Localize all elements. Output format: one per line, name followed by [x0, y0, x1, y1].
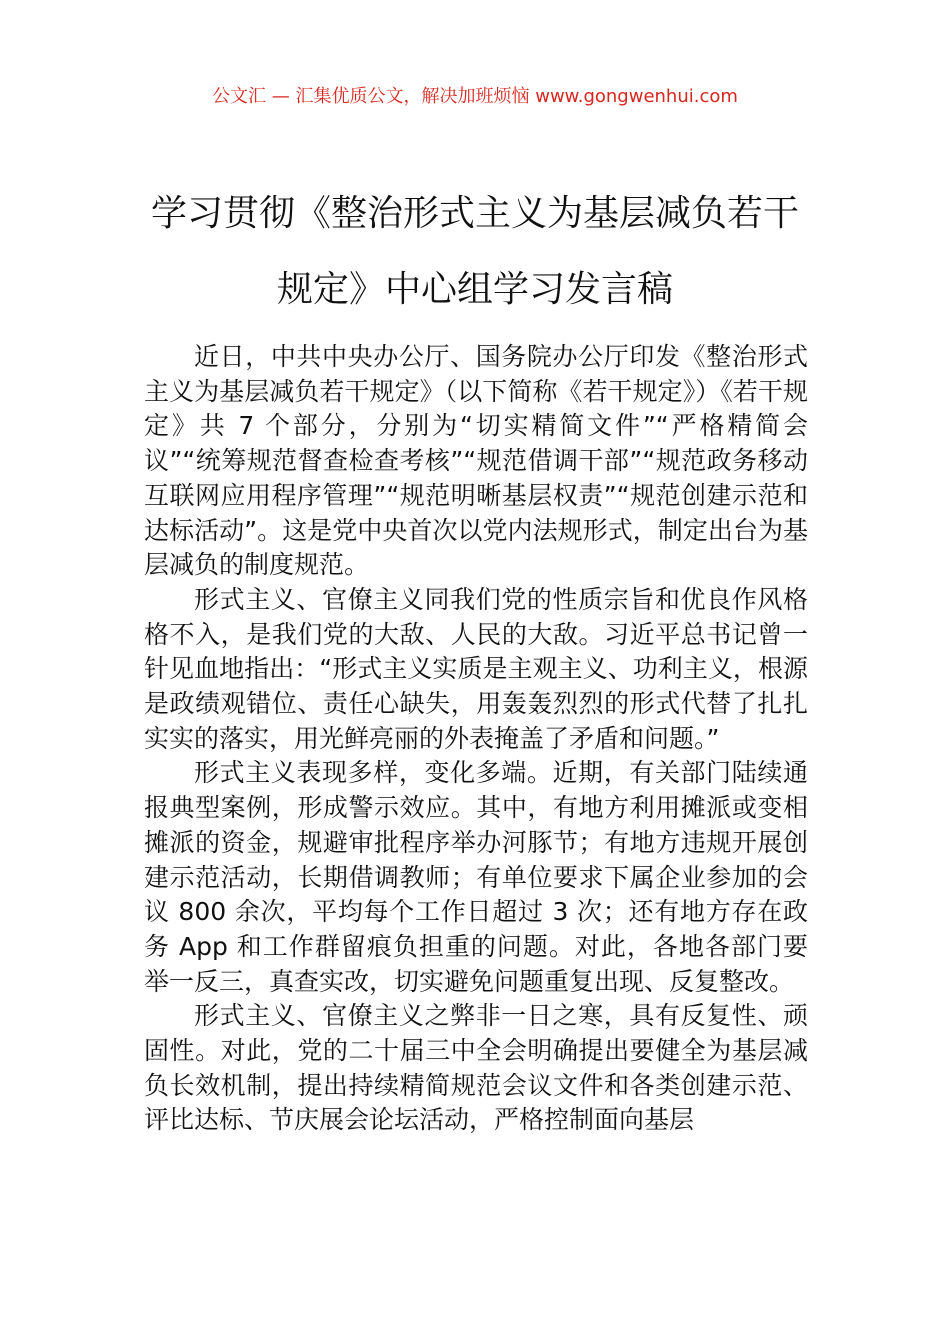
- paragraph-2: 形式主义、官僚主义同我们党的性质宗旨和优良作风格格不入，是我们党的大敌、人民的大敌。习近平总书记曾一针见血地指出：“形式主义实质是主观主义、功利主义，根源是政绩观错位、责任心缺失，用轰轰烈烈的形式代替了扎扎实实的落实，用光鲜亮丽的外表掩盖了矛盾和问题。”: [144, 584, 808, 753]
- document-body: [144, 340, 808, 1138]
- paragraph-4: 形式主义、官僚主义之弊非一日之寒，具有反复性、顽固性。对此，党的二十届三中全会明确提出要健全为基层减负长效机制，提出持续精简规范会议文件和各类创建示范、评比达标、节庆展会论坛活动，严格控制面向基层: [144, 1001, 808, 1135]
- header-banner: 公文汇 — 汇集优质公文，解决加班烦恼 www.gongwenhui.com: [212, 86, 738, 107]
- paragraph-3: 形式主义表现多样，变化多端。近期，有关部门陆续通报典型案例，形成警示效应。其中，有地方利用摊派或变相摊派的资金，规避审批程序举办河豚节；有地方违规开展创建示范活动，长期借调教师；有单位要求下属企业参加的会议 800 余次，平均每个工作日超过 3 次；还有地方存在政务 App 和工作群留痕负担重的问题。对此，各地各部门要举一反三，真查实改，切实避免问题重复出现、反复整改。: [144, 758, 808, 996]
- paragraph-1: 近日，中共中央办公厅、国务院办公厅印发《整治形式主义为基层减负若干规定》（以下简称《若干规定》）《若干规定》共 7 个部分，分别为“切实精简文件”“严格精简会议”“统筹规范督查检查考核”“规范借调干部”“规范政务移动互联网应用程序管理”“规范明晰基层权责”“规范创建示范和达标活动”。这是党中央首次以党内法规形式，制定出台为基层减负的制度规范。: [144, 342, 808, 580]
- title-line-1: 学习贯彻《整治形式主义为基层减负若干: [150, 193, 799, 234]
- page-title: [130, 176, 820, 328]
- title-line-2: 规定》中心组学习发言稿: [276, 269, 673, 310]
